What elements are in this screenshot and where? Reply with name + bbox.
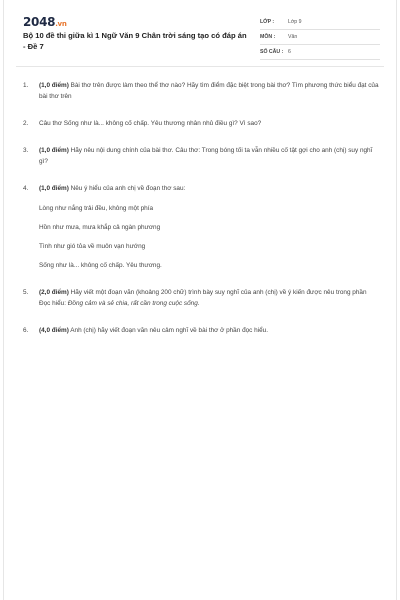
question-text: Câu thơ Sống như là... không cố chấp. Yêu thương nhân nhủ điều gì? Vì sao? [39,120,262,127]
question-item [23,183,379,271]
poem-line: Tình như gió tỏa về muôn vạn hướng [39,243,146,250]
question-text: Nêu ý hiểu của anh chị về đoạn thơ sau: [68,185,186,192]
question-list [23,80,379,352]
question-points: (1,0 điểm) [39,147,69,154]
question-quote: Đồng cảm và sẻ chia, rất cần trong cuộc sống. [67,300,200,307]
question-text: Anh (chị) hãy viết đoạn văn nêu cảm nghĩ về bài thơ ở phần đọc hiểu. [68,327,269,334]
document-header [4,0,396,64]
meta-row-subject [260,30,380,45]
meta-row-question-count [260,45,380,60]
poem-excerpt [39,203,379,271]
question-number: 1. [23,82,29,89]
header-divider [16,66,384,67]
meta-value: Văn [288,34,298,40]
question-item [23,287,379,309]
document-page [3,0,397,600]
question-points: (2,0 điểm) [39,289,69,296]
question-number: 2. [23,120,29,127]
question-item [23,118,379,129]
poem-line: Hồn như mưa, mưa khắp cả ngàn phương [39,224,161,231]
meta-value: Lớp 9 [288,19,302,25]
question-item [23,80,379,102]
question-number: 3. [23,147,29,154]
question-text: Hãy viết một đoạn văn (khoảng 200 chữ) trình bày suy nghĩ của anh (chị) về ý kiến được nêu trong phần Đọc hiểu: [39,289,367,307]
question-item [23,145,379,167]
question-points: (1,0 điểm) [39,185,69,192]
page-title: Bộ 10 đề thi giữa kì 1 Ngữ Văn 9 Chân trời sáng tạo có đáp án - Đề 7 [23,31,247,51]
question-item [23,325,379,336]
meta-key: LỚP : [260,19,275,25]
question-text: Hãy nêu nội dung chính của bài thơ. Câu thơ: Trong bóng tối ta vẫn nhiều cố tật gợi cho anh (chị) suy nghĩ gì? [39,147,373,165]
question-number: 5. [23,289,29,296]
meta-value: 6 [288,49,291,55]
question-number: 4. [23,185,29,192]
question-points: (1,0 điểm) [39,82,69,89]
meta-key: MÔN : [260,34,276,40]
meta-table [260,15,380,60]
poem-line: Sống như là... không cố chấp. Yêu thương. [39,262,162,269]
meta-row-grade [260,15,380,30]
logo-suffix: .vn [55,20,67,28]
poem-line: Lòng như nắng trải đều, không một phía [39,205,154,212]
question-number: 6. [23,327,29,334]
question-points: (4,0 điểm) [39,327,69,334]
meta-key: SỐ CÂU : [260,49,284,55]
site-logo[interactable] [23,15,67,29]
question-text: Bài thơ trên được làm theo thể thơ nào? Hãy tìm điểm đặc biệt trong bài thơ? Tìm phương thức biểu đạt của bài thơ trên [39,82,379,100]
logo-text: 2048 [23,15,56,29]
